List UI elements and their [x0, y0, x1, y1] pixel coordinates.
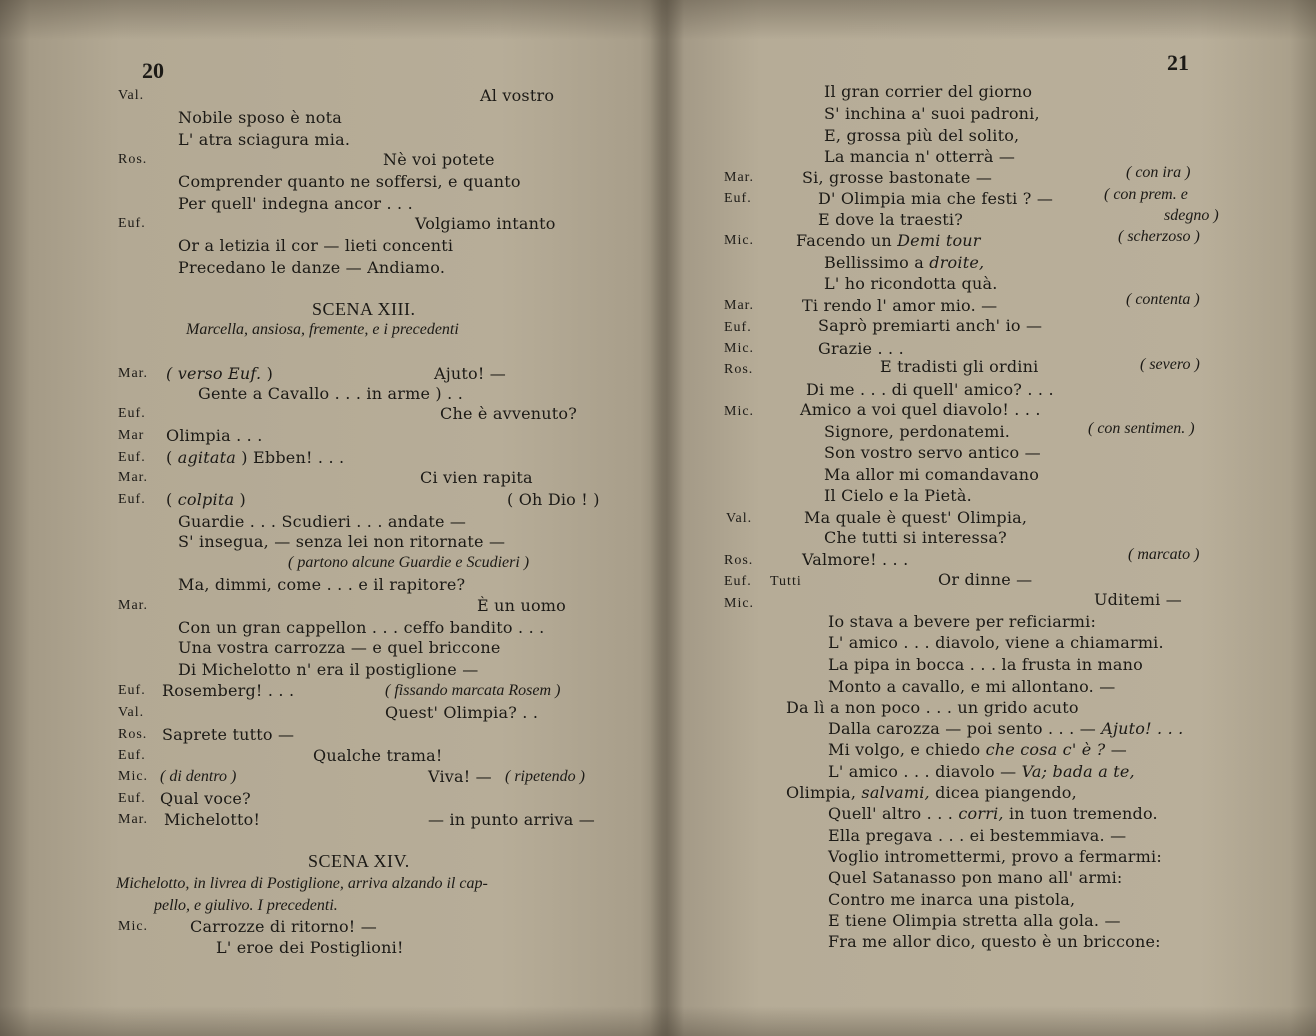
speaker: Euf.: [724, 574, 752, 589]
text-line: Ma, dimmi, come . . . e il rapitore?: [178, 575, 466, 594]
stage-direction: ( contenta ): [1126, 291, 1200, 308]
text-line: Nè voi potete: [383, 150, 495, 169]
speaker: Ros.: [724, 553, 754, 568]
speaker: Mic.: [724, 596, 755, 611]
stage-direction: ( con ira ): [1126, 164, 1191, 181]
text-line: Voglio intromettermi, provo a fermarmi:: [828, 847, 1162, 866]
text-line: È un uomo: [477, 596, 567, 615]
text-segment: Va; bada a te,: [1021, 762, 1135, 781]
text-line: Da lì a non poco . . . un grido acuto: [786, 698, 1079, 717]
text-line: Volgiamo intanto: [415, 214, 556, 233]
text-segment: Dalla carozza — poi sento . . . —: [828, 719, 1096, 738]
speaker: Mic.: [724, 341, 755, 356]
speaker: Mic.: [118, 919, 149, 934]
text-line: Quel Satanasso pon mano all' armi:: [828, 868, 1123, 887]
text-line: Di Michelotto n' era il postiglione —: [178, 660, 479, 679]
speaker: Mar.: [724, 170, 755, 185]
text-line: Quest' Olimpia? . .: [385, 703, 539, 722]
stage-direction: sdegno ): [1164, 207, 1219, 224]
text-segment: corri,: [958, 804, 1004, 823]
text-segment: che cosa c' è ?: [985, 740, 1106, 759]
stage-direction: ( severo ): [1140, 356, 1200, 373]
speaker: Mic.: [724, 233, 755, 248]
stage-direction: ( con sentimen. ): [1088, 420, 1195, 437]
speaker: Euf.: [724, 320, 752, 335]
text-line: La pipa in bocca . . . la frusta in mano: [828, 655, 1143, 674]
text-line: E tiene Olimpia stretta alla gola. —: [828, 911, 1121, 930]
text-line: L' eroe dei Postiglioni!: [216, 938, 404, 957]
speaker: Mic.: [118, 769, 149, 784]
speaker: Ros.: [724, 362, 754, 377]
text-line: E, grossa più del solito,: [824, 126, 1020, 145]
text-line: Si, grosse bastonate —: [802, 168, 993, 187]
scene-title: SCENA XIV.: [308, 851, 410, 871]
text-line: Grazie . . .: [818, 339, 904, 358]
text-line: Signore, perdonatemi.: [824, 422, 1011, 441]
text-line: Son vostro servo antico —: [824, 443, 1041, 462]
text-line: [828, 804, 1158, 824]
stage-direction: Michelotto, in livrea di Postiglione, arriva alzando il cap-: [116, 875, 488, 892]
text-line: Contro me inarca una pistola,: [828, 890, 1076, 909]
text-segment: Mi volgo, e chiedo: [828, 740, 981, 759]
text-line: Il Cielo e la Pietà.: [824, 486, 972, 505]
text-line: Rosemberg! . . .: [162, 681, 295, 700]
text-line: Che tutti si interessa?: [824, 528, 1007, 547]
speaker: Mar.: [118, 598, 149, 613]
text-line: E tradisti gli ordini: [880, 357, 1039, 376]
speaker: Euf.: [118, 492, 146, 507]
text-line: S' inchina a' suoi padroni,: [824, 104, 1040, 123]
text-segment: Euf.: [228, 364, 262, 383]
text-segment: Ajuto! . . .: [1101, 719, 1184, 738]
text-line: Olimpia . . .: [166, 426, 263, 445]
text-line: Una vostra carrozza — e quel briccone: [178, 638, 501, 657]
text-segment: ): [266, 364, 274, 383]
text-line: S' insegua, — senza lei non ritornate —: [178, 532, 506, 551]
text-line: Saprete tutto —: [162, 725, 295, 744]
text-line: Saprò premiarti anch' io —: [818, 316, 1043, 335]
text-line: Di me . . . di quell' amico? . . .: [806, 380, 1054, 399]
speaker: Mar.: [118, 366, 149, 381]
text-segment: Bellissimo a: [824, 253, 924, 272]
text-line: Il gran corrier del giorno: [824, 82, 1033, 101]
text-line: Al vostro: [480, 86, 555, 105]
text-line: [828, 719, 1183, 739]
text-line: Monto a cavallo, e mi allontano. —: [828, 677, 1116, 696]
text-line: Comprender quanto ne soffersi, e quanto: [178, 172, 521, 191]
text-segment: (: [166, 490, 173, 509]
stage-direction: ( fissando marcata Rosem ): [385, 682, 561, 699]
text-line: [166, 364, 273, 384]
text-segment: —: [1110, 740, 1127, 759]
text-segment: in tuon tremendo.: [1008, 804, 1158, 823]
text-line: Ajuto! —: [434, 364, 506, 383]
speaker: Euf.: [118, 406, 146, 421]
speaker: Val.: [726, 511, 753, 526]
text-line: Viva! —: [428, 767, 492, 786]
text-line: [166, 448, 344, 468]
text-line: ( Oh Dio ! ): [507, 490, 600, 509]
stage-direction: ( scherzoso ): [1118, 228, 1200, 245]
speaker: Val.: [118, 705, 145, 720]
text-line: Che è avvenuto?: [440, 404, 577, 423]
text-segment: ): [239, 490, 246, 509]
text-line: Ma allor mi comandavano: [824, 465, 1040, 484]
text-line: [796, 231, 981, 251]
scene-title: SCENA XIII.: [312, 299, 416, 319]
text-line: Or dinne —: [938, 570, 1033, 589]
speaker: Mar.: [724, 298, 755, 313]
text-line: La mancia n' otterrà —: [824, 147, 1016, 166]
stage-direction: ( partono alcune Guardie e Scudieri ): [288, 554, 530, 571]
text-line: Nobile sposo è nota: [178, 108, 342, 127]
text-line: Qual voce?: [160, 789, 251, 808]
text-segment: droite,: [929, 253, 985, 272]
text-line: [828, 740, 1127, 760]
speaker: Tutti: [770, 574, 802, 589]
text-segment: Olimpia,: [786, 783, 857, 802]
text-line: Ti rendo l' amor mio. —: [802, 296, 998, 315]
page-number: 20: [142, 58, 164, 83]
text-line: Valmore! . . .: [802, 550, 909, 569]
text-line: Gente a Cavallo . . . in arme ) . .: [198, 384, 463, 403]
stage-direction: pello, e giulivo. I precedenti.: [154, 897, 338, 914]
text-segment: dicea piangendo,: [935, 783, 1077, 802]
text-segment: salvami,: [861, 783, 930, 802]
text-line: — in punto arriva —: [428, 810, 596, 829]
text-line: E dove la traesti?: [818, 210, 963, 229]
text-line: Amico a voi quel diavolo! . . .: [800, 400, 1041, 419]
text-line: Guardie . . . Scudieri . . . andate —: [178, 512, 467, 531]
text-line: Uditemi —: [1094, 590, 1182, 609]
speaker: Mar.: [118, 470, 149, 485]
text-line: Carrozze di ritorno! —: [190, 917, 377, 936]
text-segment: Demi tour: [897, 231, 981, 250]
right-page: [670, 0, 1316, 1036]
speaker: Euf.: [724, 191, 752, 206]
speaker: Euf.: [118, 216, 146, 231]
stage-direction: ( con prem. e: [1104, 186, 1188, 203]
text-segment: colpita: [177, 490, 235, 509]
speaker: Val.: [118, 88, 145, 103]
text-segment: agitata: [177, 448, 236, 467]
speaker: Mar: [118, 428, 145, 443]
stage-direction: ( marcato ): [1128, 546, 1200, 563]
text-line: L' atra sciagura mia.: [178, 130, 351, 149]
speaker: Euf.: [118, 683, 146, 698]
text-segment: L' amico . . . diavolo —: [828, 762, 1017, 781]
text-line: Qualche trama!: [313, 746, 443, 765]
text-segment: (: [166, 448, 173, 467]
text-line: [828, 762, 1135, 782]
speaker: Mic.: [724, 404, 755, 419]
text-line: Ci vien rapita: [420, 468, 533, 487]
text-line: Per quell' indegna ancor . . .: [178, 194, 413, 213]
text-line: [166, 490, 246, 510]
stage-direction: ( ripetendo ): [505, 768, 585, 785]
text-line: L' amico . . . diavolo, viene a chiamarmi.: [828, 633, 1164, 652]
speaker: Euf.: [118, 748, 146, 763]
page-number: 21: [1167, 50, 1189, 75]
text-line: L' ho ricondotta quà.: [824, 274, 998, 293]
text-line: D' Olimpia mia che festi ? —: [818, 189, 1054, 208]
text-segment: ( verso: [166, 364, 223, 383]
text-line: Io stava a bevere per reficiarmi:: [828, 612, 1097, 631]
text-segment: Quell' altro . . .: [828, 804, 954, 823]
text-line: Ma quale è quest' Olimpia,: [804, 508, 1028, 527]
text-segment: Facendo un: [796, 231, 892, 250]
text-line: [824, 253, 984, 273]
text-line: [786, 783, 1077, 803]
stage-direction: ( di dentro ): [160, 768, 237, 785]
speaker: Ros.: [118, 152, 148, 167]
text-line: Con un gran cappellon . . . ceffo bandito . . .: [178, 618, 545, 637]
text-line: Or a letizia il cor — lieti concenti: [178, 236, 454, 255]
speaker: Ros.: [118, 727, 148, 742]
speaker: Mar.: [118, 812, 149, 827]
text-line: Michelotto!: [164, 810, 261, 829]
text-segment: ) Ebben! . . .: [241, 448, 345, 467]
speaker: Euf.: [118, 791, 146, 806]
stage-direction: Marcella, ansiosa, frementе, e i precedenti: [186, 321, 459, 338]
text-line: Ella pregava . . . ei bestemmiava. —: [828, 826, 1127, 845]
speaker: Euf.: [118, 450, 146, 465]
text-line: Precedano le danze — Andiamo.: [178, 258, 446, 277]
text-line: Fra me allor dico, questo è un briccone:: [828, 932, 1161, 951]
